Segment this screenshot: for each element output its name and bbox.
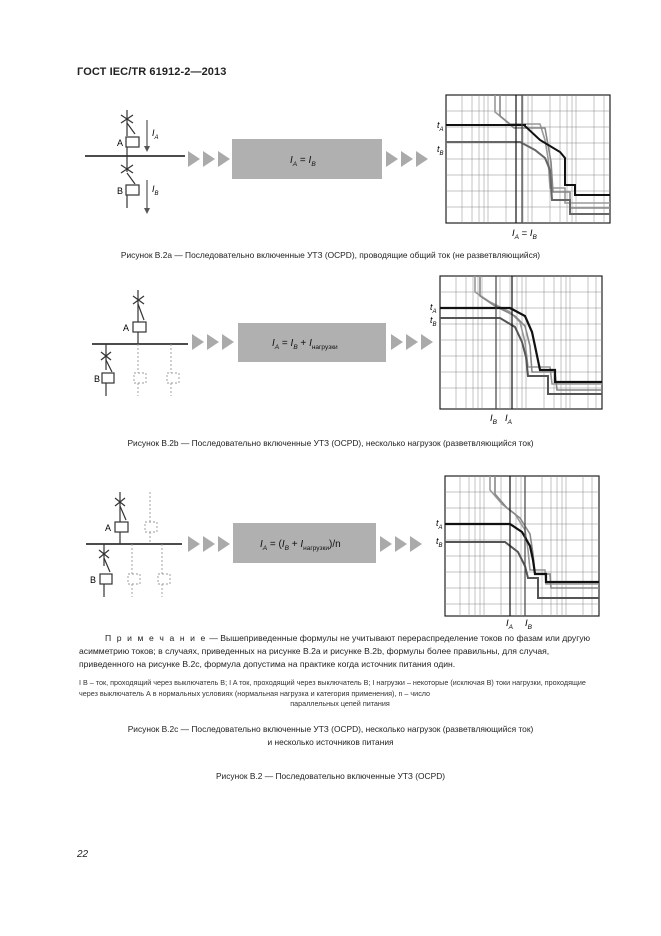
current-b-label: $I_B$ <box>152 184 159 197</box>
page-number: 22 <box>77 849 89 860</box>
chart-c-ia-label: $I_A$ <box>506 618 513 630</box>
figure-b <box>70 272 630 432</box>
chart-a <box>446 95 610 223</box>
breaker-b-label: B <box>90 575 97 585</box>
arrows-left <box>188 151 230 167</box>
figure-b-circuit <box>92 290 188 396</box>
note-lead: П р и м е ч а н и е <box>105 633 207 643</box>
figure-c-caption-line2: и несколько источников питания <box>267 737 394 747</box>
breaker-a-label: A <box>117 138 124 148</box>
figure-a-circuit <box>85 110 185 214</box>
figure-b-caption: Рисунок В.2b — Последовательно включенные УТЗ (OCPD), несколько нагрузок (разветвляющийся ток) <box>127 438 534 448</box>
chart-c-ta-label: $t_A$ <box>436 518 443 531</box>
arrows-left <box>188 536 230 552</box>
legend-line1: I B – ток, проходящий через выключатель В; I A ток, проходящий через выключатель В; I нагрузки – некоторые (исключая В) токи нагрузки, проходящие через выключатель А в нормальных условиях (нормальная нагрузка и категория применения), n – число <box>79 678 586 698</box>
breaker-b-label: B <box>117 186 124 196</box>
note-text: — Вышеприведенные формулы не учитывают перераспределение токов по фазам или другую асимметрию токов; в случаях, приведенных на рисунке В.2а и рисунке В.2b, формулы более правильны, для случая, приведенного на рисунке В.2с, формула допустима на практике когда источник питания один. <box>79 633 591 669</box>
chart-a-bottom-label: $I_A = I_B$ <box>512 228 537 241</box>
chart-a-tb-label: $t_B$ <box>437 144 444 157</box>
breaker-b-label: B <box>94 374 101 384</box>
document-header: ГОСТ IEC/TR 61912-2—2013 <box>77 66 227 78</box>
formula-b: $I_A = I_B + I_{нагрузки}$ <box>272 338 338 351</box>
arrows-right <box>380 536 422 552</box>
legend <box>79 678 601 710</box>
chart-c <box>445 476 599 616</box>
figure-a <box>70 90 630 245</box>
current-a-label: $I_A$ <box>152 128 159 141</box>
arrows-left <box>192 334 234 350</box>
legend-line2: параллельных цепей питания <box>290 699 390 708</box>
note-paragraph <box>79 632 599 671</box>
main-figure-caption: Рисунок В.2 — Последовательно включенные УТЗ (OCPD) <box>215 771 446 781</box>
figure-c-caption-line1: Рисунок В.2с — Последовательно включенные УТЗ (OCPD), несколько нагрузок (разветвляющийся ток) <box>127 724 534 734</box>
chart-c-ib-label: $I_B$ <box>525 618 532 630</box>
figure-a-caption: Рисунок В.2а — Последовательно включенные УТЗ (OCPD), проводящие общий ток (не разветвляющийся) <box>120 250 541 260</box>
chart-b-tb-label: $t_B$ <box>430 315 437 328</box>
chart-b-ta-label: $t_A$ <box>430 302 437 315</box>
figure-b-dashed-branches <box>134 344 179 396</box>
chart-b-ib-label: $I_B$ <box>490 413 497 426</box>
arrows-right <box>391 334 433 350</box>
chart-a-ta-label: $t_A$ <box>437 120 444 133</box>
formula-box-c <box>233 523 376 563</box>
breaker-a-label: A <box>105 523 112 533</box>
formula-box-b <box>238 323 386 362</box>
arrows-right <box>386 151 428 167</box>
chart-b <box>440 276 602 409</box>
formula-a: $I_A = I_B$ <box>290 155 316 168</box>
chart-b-ia-label: $I_A$ <box>505 413 512 426</box>
formula-c: $I_A = (I_B + I_{нагрузки})/n$ <box>260 539 341 552</box>
figure-c <box>70 470 630 630</box>
figure-c-circuit <box>86 492 182 597</box>
breaker-a-label: A <box>123 323 130 333</box>
chart-c-tb-label: $t_B$ <box>436 536 443 549</box>
